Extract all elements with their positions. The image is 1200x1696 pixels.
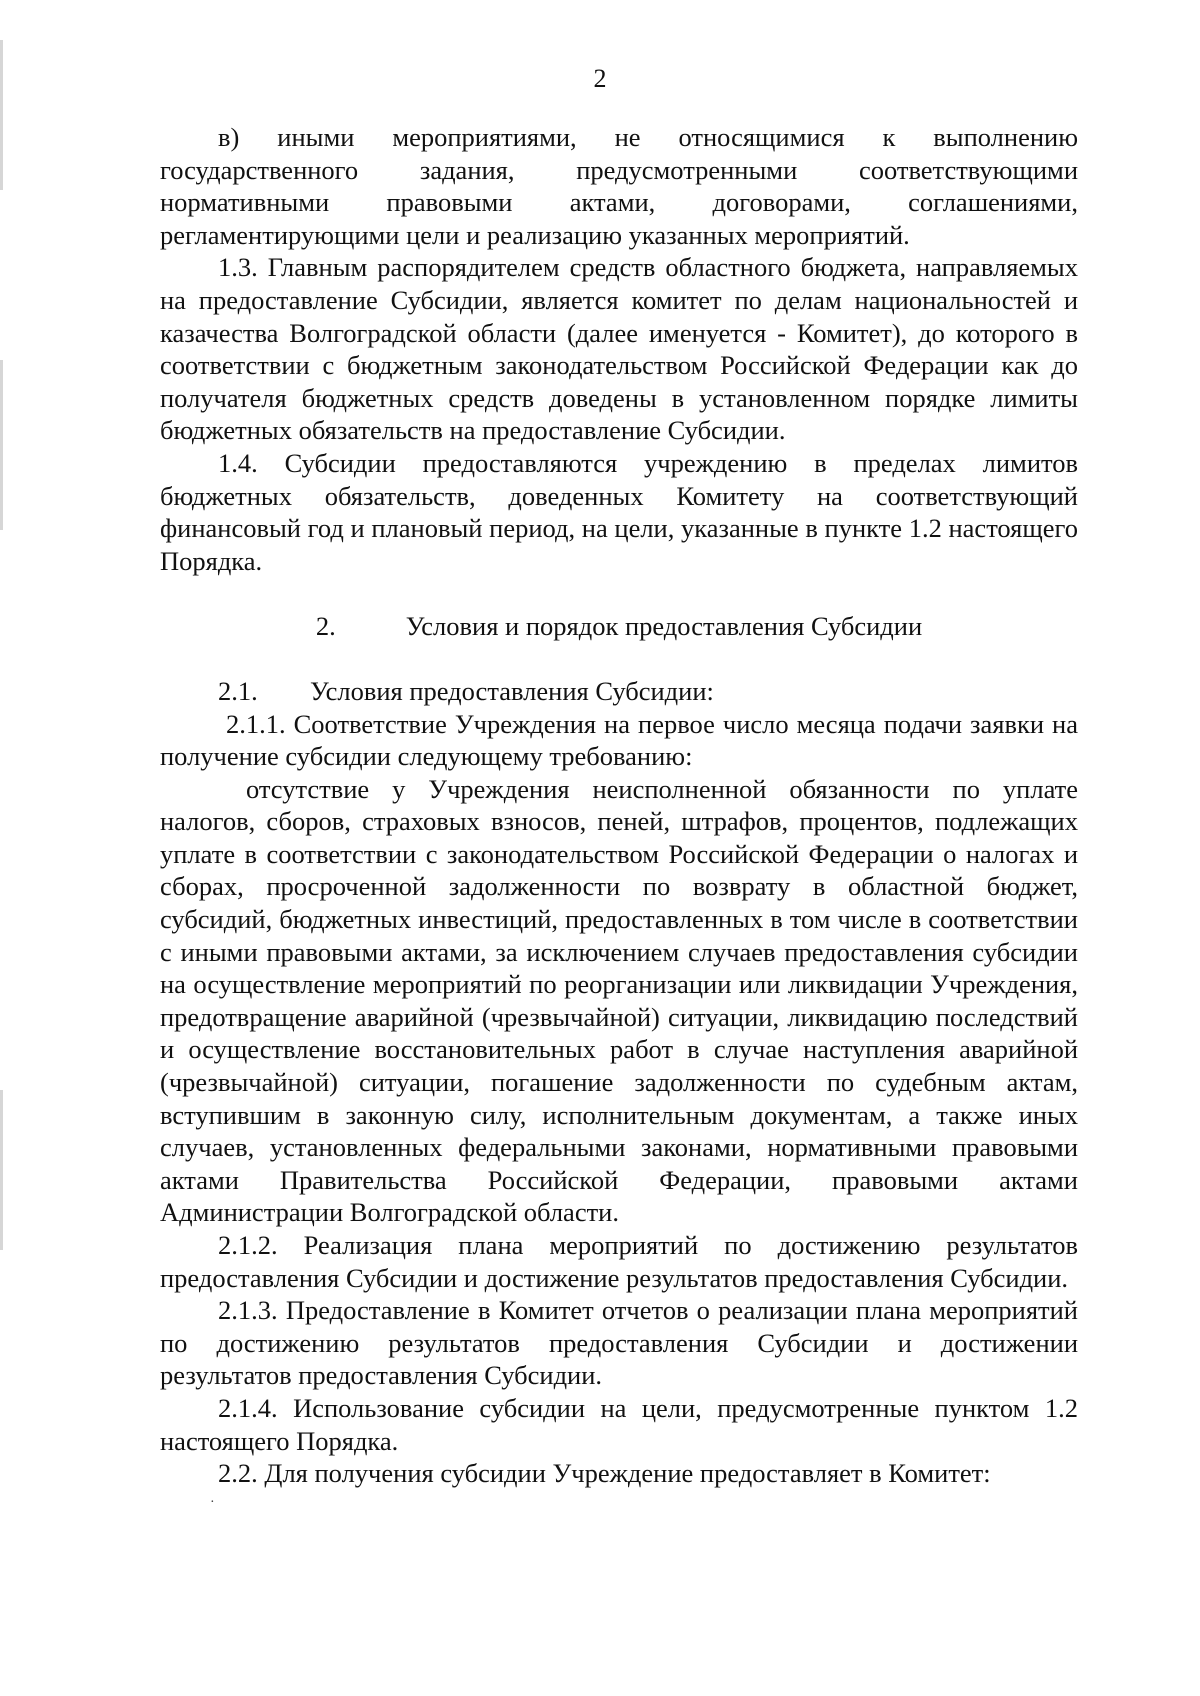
section-title: Условия и порядок предоставления Субсидии	[405, 611, 923, 642]
item-2-2: 2.2. Для получения субсидии Учреждение предоставляет в Комитет:	[218, 1458, 991, 1489]
item-requirement: отсутствие у Учреждения неисполненной обязанности по уплате налогов, сборов, страховых взносов, пеней, штрафов, процентов, подлежащих уплате в соответствии с законодательством Российской Федерации о налогах и сборах, просроченной задолженности по возврату в областной бюджет, субсидий, бюджетных инвестиций, предоставленных в том числе в соответствии с иными правовыми актами, за исключением случаев предоставления субсидии на осуществление мероприятий по реорганизации или ликвидации Учреждения, предотвращение аварийной (чрезвычайной) ситуации, ликвидацию последствий и осуществление восстановительных работ в случае наступления аварийной (чрезвычайной) ситуации, погашение задолженности по судебным актам, вступившим в законную силу, исполнительным документам, а также иных случаев, установленных федеральными законами, нормативными правовыми актами Правительства Российской Федерации, правовыми актами Администрации Волгоградской области.	[160, 773, 1078, 1228]
item-2-1-3: 2.1.3. Предоставление в Комитет отчетов о реализации плана мероприятий по достижению результатов предоставления Субсидии и достижении результатов предоставления Субсидии.	[160, 1295, 1078, 1391]
scan-speck: ·	[210, 1495, 215, 1510]
item-2-1-1: 2.1.1. Соответствие Учреждения на первое число месяца подачи заявки на получение субсидии следующему требованию:	[160, 708, 1078, 772]
section-heading	[160, 610, 1078, 643]
document-body	[160, 121, 1078, 1490]
section-number: 2.	[315, 611, 336, 642]
subsection-heading	[160, 675, 1078, 708]
scan-edge-mark	[0, 40, 3, 190]
paragraph-1-4: 1.4. Субсидии предоставляются учреждению в пределах лимитов бюджетных обязательств, доведенных Комитету на соответствующий финансовый год и плановый период, на цели, указанные в пункте 1.2 настоящего Порядка.	[160, 447, 1078, 576]
page-number: 2	[593, 64, 607, 93]
paragraph-1-3: 1.3. Главным распорядителем средств областного бюджета, направляемых на предоставление Субсидии, является комитет по делам национальностей и казачества Волгоградской области (далее именуется - Комитет), до которого в соответствии с бюджетным законодательством Российской Федерации как до получателя бюджетных средств доведены в установленном порядке лимиты бюджетных обязательств на предоставление Субсидии.	[160, 252, 1078, 446]
item-2-1-2: 2.1.2. Реализация плана мероприятий по достижению результатов предоставления Субсидии и достижение результатов предоставления Субсидии.	[160, 1230, 1078, 1293]
scan-edge-mark	[0, 360, 3, 530]
paragraph-other-activities: в) иными мероприятиями, не относящимися к выполнению государственного задания, предусмотренными соответствующими нормативными правовыми актами, договорами, соглашениями, регламентирующими цели и реализацию указанных мероприятий.	[160, 122, 1078, 250]
subsection-number: 2.1.	[218, 675, 258, 706]
item-2-1-4: 2.1.4. Использование субсидии на цели, предусмотренные пунктом 1.2 настоящего Порядка.	[160, 1392, 1078, 1456]
scan-edge-mark	[0, 1090, 3, 1250]
subsection-title: Условия предоставления Субсидии:	[310, 675, 714, 706]
